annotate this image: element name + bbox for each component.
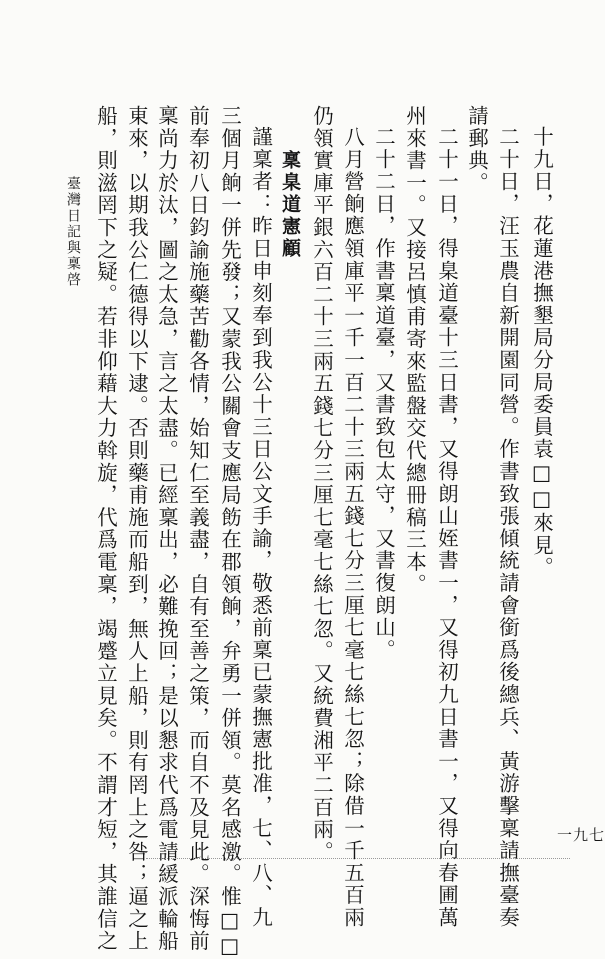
- text-line-7: 八月營餉應領庫平一千一百二十三兩五錢七分三厘七毫七絲七忽；除借一千五百兩: [340, 126, 365, 929]
- letter-line-5: 東來，以期我公仁德得以下逮。否則藥甫施而船到，無人上船，則有罔上之咎；逼之上: [124, 105, 149, 953]
- page-number: 一九七: [557, 826, 605, 844]
- text-line-6: 二十二日，作書稟道臺，又書致包太守，又書復朗山。: [371, 126, 396, 662]
- text-line-1: 十九日，花蓮港撫墾局分局委員袁□□來見。: [529, 126, 554, 579]
- letter-line-1: 謹稟者：昨日申刻奉到我公十三日公文手諭，敬悉前稟已蒙撫憲批准，七、八、九: [248, 126, 273, 929]
- text-line-8: 仍領實庫平銀六百二十三兩五錢七分三厘七毫七絲七忽。又統費湘平二百兩。: [309, 105, 334, 864]
- letter-line-3: 前奉初八日鈞諭施藥苦勸各情，始知仁至義盡，自有至善之策，而自不及見此。深悔前: [185, 105, 210, 953]
- letter-line-6: 船，則滋罔下之疑。若非仰藉大力斡旋，代爲電稟，竭蹙立見矣。不謂才短，其誰信之: [93, 105, 118, 953]
- text-line-5: 州來書一。又接呂慎甫寄來監盤交代總冊稿三本。: [402, 105, 427, 596]
- text-line-4: 二十一日，得臬道臺十三日書，又得朗山姪書一，又得初九日書一，又得向春圃萬: [434, 126, 459, 929]
- text-line-2: 二十日，汪玉農自新開園同營。作書致張傾統請會銜爲後總兵、黃游擊稟請撫臺奏: [495, 126, 520, 929]
- text-line-3: 請郵典。: [464, 105, 489, 195]
- letter-line-2: 三個月餉一併先發；又蒙我公關會支應局飭在郡領餉，弁勇一併領。莫名感激。惟□□: [217, 105, 242, 959]
- running-header: 臺灣日記與稟啓: [65, 176, 81, 288]
- bottom-rule: [146, 858, 570, 860]
- section-heading: 稟臬道憲顧: [279, 150, 301, 260]
- letter-line-4: 稟尚力於汰，圖之太急，言之太盡。已經稟出，必難挽回；是以懇求代爲電請緩派輪船: [154, 105, 179, 953]
